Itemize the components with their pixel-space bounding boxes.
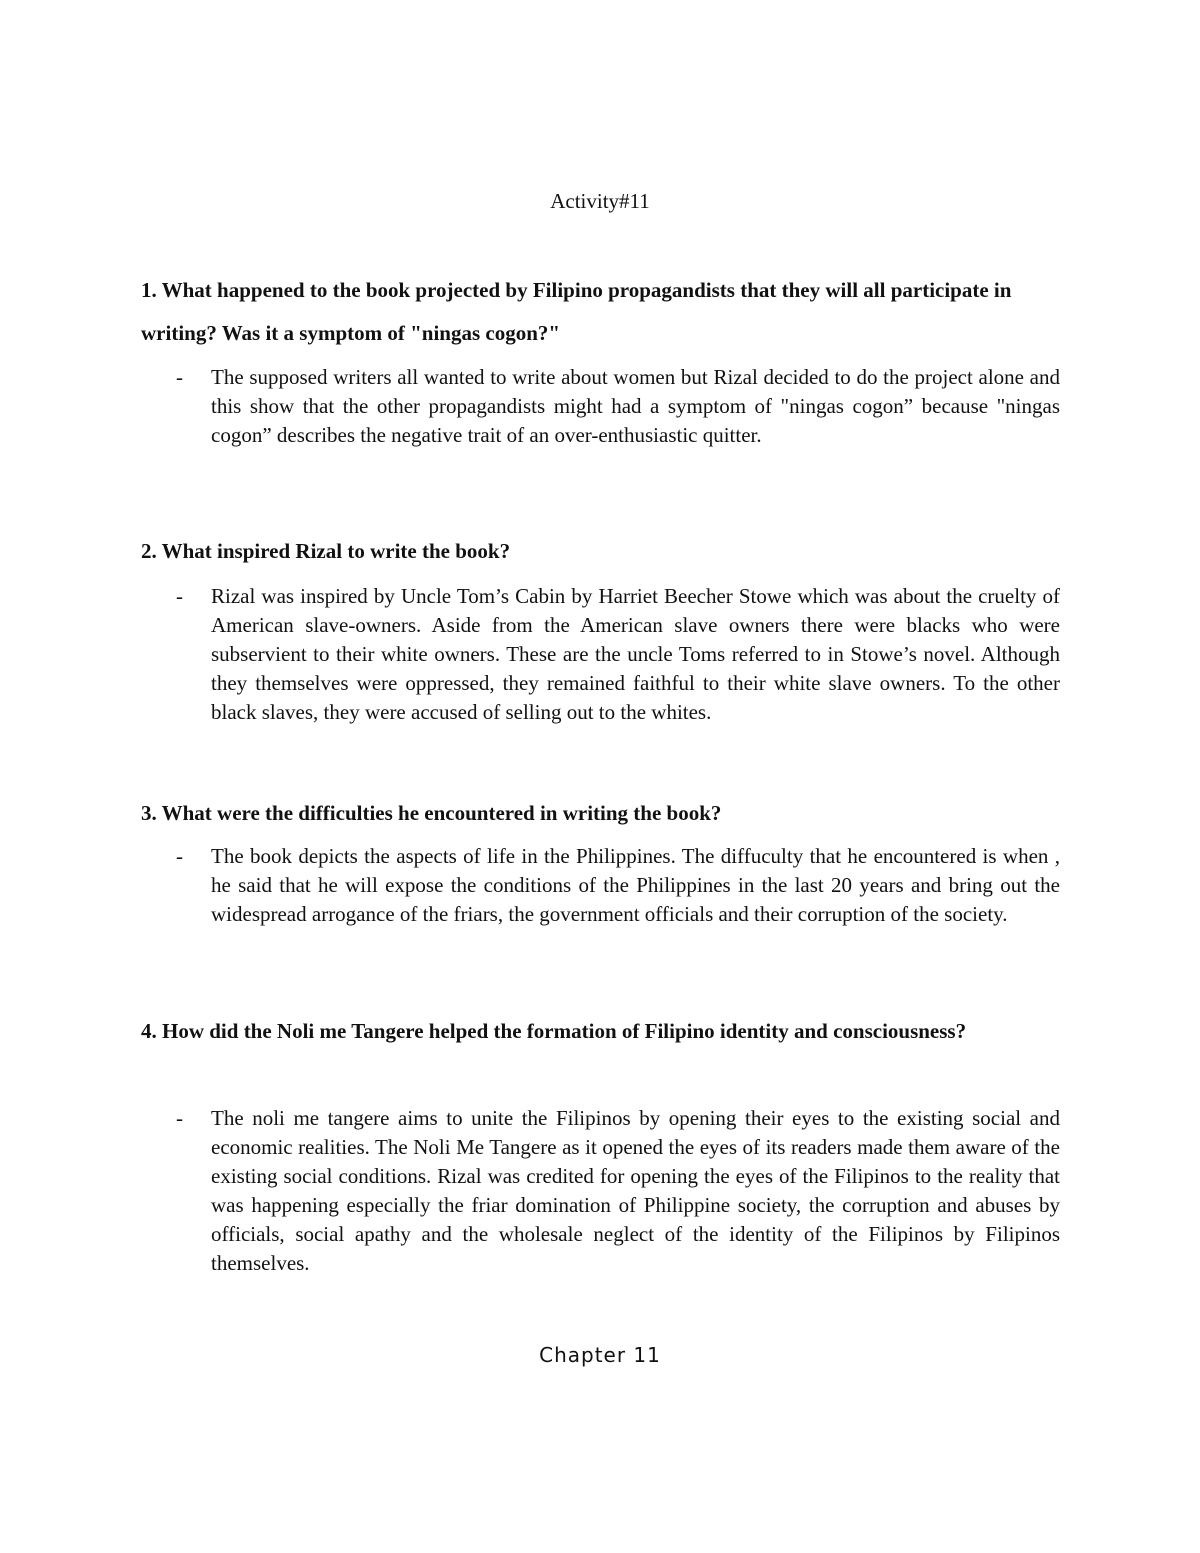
answer-4-text: The noli me tangere aims to unite the Filipinos by opening their eyes to the existing social and economic realities. The Noli Me Tangere as it opened the eyes of its readers made them aware of the existing social conditions. Rizal was credited for opening the eyes of the Filipinos to the reality that was happening especially the friar domination of Philippine society, the corruption and abuses by officials, social apathy and the wholesale neglect of the identity of the Filipinos by Filipinos themselves. — [211, 1106, 1060, 1275]
page-footer: Chapter 11 — [539, 1343, 661, 1367]
answer-2 — [176, 582, 1060, 727]
answer-2-text: Rizal was inspired by Uncle Tom’s Cabin by Harriet Beecher Stowe which was about the cruelty of American slave-owners. Aside from the American slave owners there were blacks who were subservient to their white owners. These are the uncle Toms referred to in Stowe’s novel. Although they themselves were oppressed, they remained faithful to their white slave owners. To the other black slaves, they were accused of selling out to the whites. — [211, 584, 1060, 724]
answer-3 — [176, 842, 1060, 929]
question-2: 2. What inspired Rizal to write the book? — [141, 539, 511, 563]
document-title: Activity#11 — [550, 189, 650, 213]
bullet-dash: - — [176, 365, 183, 389]
bullet-dash: - — [176, 584, 183, 608]
answer-4 — [176, 1104, 1060, 1278]
answer-1-text: The supposed writers all wanted to write about women but Rizal decided to do the project alone and this show that the other propagandists might had a symptom of "ningas cogon” because "ningas cogon” describes the negative trait of an over-enthusiastic quitter. — [211, 365, 1060, 447]
question-4: 4. How did the Noli me Tangere helped the formation of Filipino identity and consciousness? — [141, 1019, 967, 1043]
bullet-dash: - — [176, 844, 183, 868]
bullet-dash: - — [176, 1106, 183, 1130]
question-1: 1. What happened to the book projected by Filipino propagandists that they will all participate in writing? Was it a symptom of "ningas cogon?" — [141, 278, 1012, 345]
answer-1 — [176, 363, 1060, 450]
answer-3-text: The book depicts the aspects of life in the Philippines. The diffuculty that he encountered is when , he said that he will expose the conditions of the Philippines in the last 20 years and bring out the widespread arrogance of the friars, the government officials and their corruption of the society. — [211, 844, 1060, 926]
question-3: 3. What were the difficulties he encountered in writing the book? — [141, 801, 722, 825]
